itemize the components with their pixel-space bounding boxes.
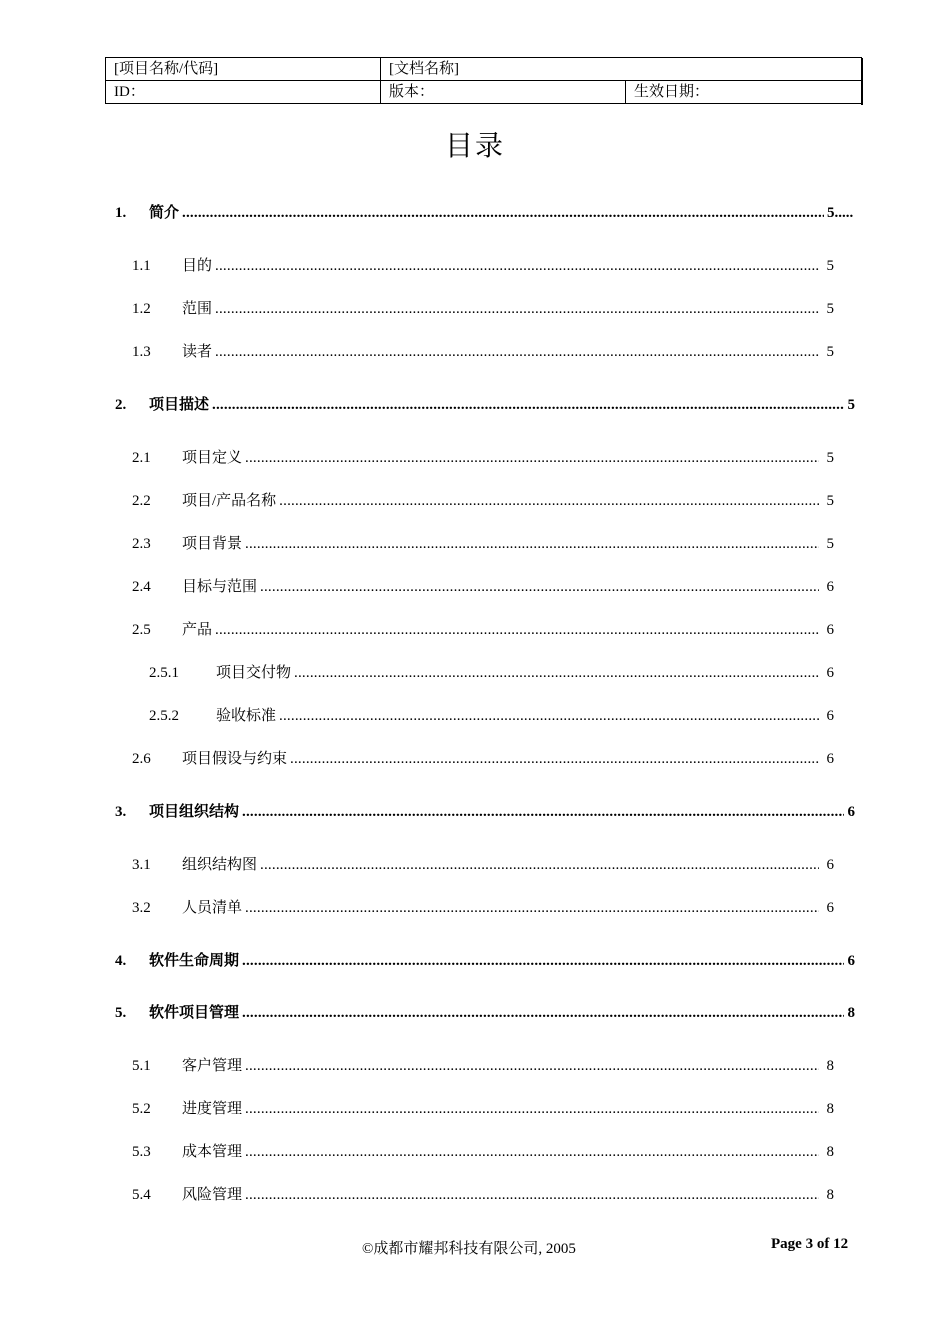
toc-entry[interactable]: [132, 897, 834, 919]
toc-entry-page: 6: [826, 751, 834, 767]
toc-entry[interactable]: [115, 202, 855, 224]
toc-leader-dots: [242, 1002, 844, 1024]
toc-entry[interactable]: [132, 854, 834, 876]
toc-entry-page: 5.....: [827, 205, 854, 221]
toc-leader-dots: [260, 854, 819, 876]
toc-leader-dots: [212, 394, 844, 416]
footer-page-number: Page 3 of 12: [771, 1236, 849, 1252]
toc-entry-page: 6: [847, 953, 855, 969]
toc-entry[interactable]: [132, 1184, 834, 1206]
toc-leader-dots: [245, 447, 819, 469]
toc-entry-title: 组织结构图: [182, 857, 258, 873]
toc-entry-number: 1.1: [132, 258, 151, 274]
toc-entry-page: 6: [826, 857, 834, 873]
toc-leader-dots: [242, 801, 844, 823]
toc-entry[interactable]: [149, 705, 834, 727]
toc-entry-title: 软件生命周期: [149, 953, 240, 969]
toc-entry-page: 6: [826, 708, 834, 724]
toc-entry[interactable]: [132, 447, 834, 469]
toc-entry-title: 项目/产品名称: [182, 493, 277, 509]
toc-entry-page: 8: [826, 1101, 834, 1117]
toc-entry-page: 8: [826, 1058, 834, 1074]
toc-leader-dots: [260, 576, 819, 598]
toc-entry-title: 验收标准: [216, 708, 277, 724]
toc-entry-number: 2.5.1: [149, 665, 179, 681]
toc-entry-number: 1.2: [132, 301, 151, 317]
document-header-table: [105, 57, 862, 104]
toc-entry[interactable]: [132, 619, 834, 641]
toc-entry-title: 进度管理: [182, 1101, 243, 1117]
document-name-cell: [文档名称]: [381, 58, 862, 81]
toc-entry[interactable]: [132, 255, 834, 277]
toc-entry[interactable]: [132, 490, 834, 512]
toc-leader-dots: [215, 255, 819, 277]
toc-entry-number: 5.: [115, 1005, 127, 1021]
toc-entry-page: 5: [826, 493, 834, 509]
toc-entry-number: 2.4: [132, 579, 151, 595]
toc-entry-title: 项目假设与约束: [182, 751, 288, 767]
toc-leader-dots: [279, 490, 819, 512]
toc-entry-page: 6: [826, 579, 834, 595]
toc-entry-title: 项目交付物: [216, 665, 292, 681]
toc-entry-number: 5.2: [132, 1101, 151, 1117]
toc-leader-dots: [245, 1055, 819, 1077]
toc-entry-title: 项目定义: [182, 450, 243, 466]
toc-entry-number: 5.1: [132, 1058, 151, 1074]
toc-leader-dots: [290, 748, 819, 770]
toc-entry-title: 项目背景: [182, 536, 243, 552]
toc-entry-page: 6: [826, 665, 834, 681]
effective-date-cell: 生效日期：: [626, 81, 862, 104]
toc-entry[interactable]: [132, 1141, 834, 1163]
toc-entry-title: 项目描述: [149, 397, 210, 413]
toc-entry-number: 3.: [115, 804, 127, 820]
toc-leader-dots: [245, 1184, 819, 1206]
toc-entry-title: 客户管理: [182, 1058, 243, 1074]
toc-entry-number: 5.3: [132, 1144, 151, 1160]
toc-entry-page: 5: [826, 450, 834, 466]
footer-copyright: ©成都市耀邦科技有限公司, 2005: [362, 1241, 576, 1257]
toc-entry-number: 2.6: [132, 751, 151, 767]
toc-entry-number: 1.3: [132, 344, 151, 360]
toc-leader-dots: [279, 705, 819, 727]
toc-entry[interactable]: [132, 1055, 834, 1077]
id-cell: ID：: [106, 81, 381, 104]
toc-leader-dots: [245, 533, 819, 555]
toc-entry[interactable]: [115, 1002, 855, 1024]
toc-entry-title: 产品: [182, 622, 213, 638]
toc-entry-page: 6: [847, 804, 855, 820]
toc-entry-title: 范围: [182, 301, 213, 317]
toc-entry-number: 2.5: [132, 622, 151, 638]
toc-leader-dots: [294, 662, 819, 684]
toc-entry-title: 目的: [182, 258, 213, 274]
toc-entry[interactable]: [132, 576, 834, 598]
toc-entry-title: 读者: [182, 344, 213, 360]
toc-entry[interactable]: [132, 298, 834, 320]
toc-leader-dots: [242, 950, 844, 972]
toc-entry-number: 1.: [115, 205, 127, 221]
toc-entry-title: 项目组织结构: [149, 804, 240, 820]
toc-entry-page: 5: [826, 536, 834, 552]
toc-entry[interactable]: [115, 394, 855, 416]
toc-entry-page: 6: [826, 622, 834, 638]
toc-entry-number: 2.5.2: [149, 708, 179, 724]
toc-leader-dots: [215, 619, 819, 641]
toc-leader-dots: [182, 202, 824, 224]
toc-entry-number: 5.4: [132, 1187, 151, 1203]
toc-entry-title: 人员清单: [182, 900, 243, 916]
toc-leader-dots: [245, 1098, 819, 1120]
toc-entry-number: 3.2: [132, 900, 151, 916]
toc-entry-page: 8: [847, 1005, 855, 1021]
toc-entry[interactable]: [132, 1098, 834, 1120]
version-cell: 版本：: [381, 81, 626, 104]
toc-entry-page: 5: [826, 258, 834, 274]
toc-entry[interactable]: [115, 801, 855, 823]
toc-entry-number: 2.1: [132, 450, 151, 466]
toc-leader-dots: [215, 341, 819, 363]
toc-entry-page: 8: [826, 1187, 834, 1203]
toc-entry-number: 2.2: [132, 493, 151, 509]
toc-entry[interactable]: [132, 341, 834, 363]
toc-leader-dots: [215, 298, 819, 320]
toc-entry-title: 简介: [149, 205, 180, 221]
toc-entry-number: 3.1: [132, 857, 151, 873]
toc-entry-title: 风险管理: [182, 1187, 243, 1203]
toc-leader-dots: [245, 1141, 819, 1163]
toc-entry[interactable]: [132, 748, 834, 770]
toc-entry-page: 6: [826, 900, 834, 916]
toc-entry-page: 8: [826, 1144, 834, 1160]
header-table-shadow: [861, 58, 863, 105]
toc-leader-dots: [245, 897, 819, 919]
toc-entry[interactable]: [132, 533, 834, 555]
project-name-cell: [项目名称/代码]: [106, 58, 381, 81]
toc-entry-title: 目标与范围: [182, 579, 258, 595]
toc-entry-page: 5: [847, 397, 855, 413]
toc-entry[interactable]: [115, 950, 855, 972]
toc-entry-page: 5: [826, 301, 834, 317]
toc-entry-number: 2.3: [132, 536, 151, 552]
toc-entry-number: 2.: [115, 397, 127, 413]
toc-entry[interactable]: [149, 662, 834, 684]
toc-entry-title: 成本管理: [182, 1144, 243, 1160]
toc-entry-number: 4.: [115, 953, 127, 969]
page-title: 目录: [444, 131, 505, 162]
toc-entry-page: 5: [826, 344, 834, 360]
toc-entry-title: 软件项目管理: [149, 1005, 240, 1021]
